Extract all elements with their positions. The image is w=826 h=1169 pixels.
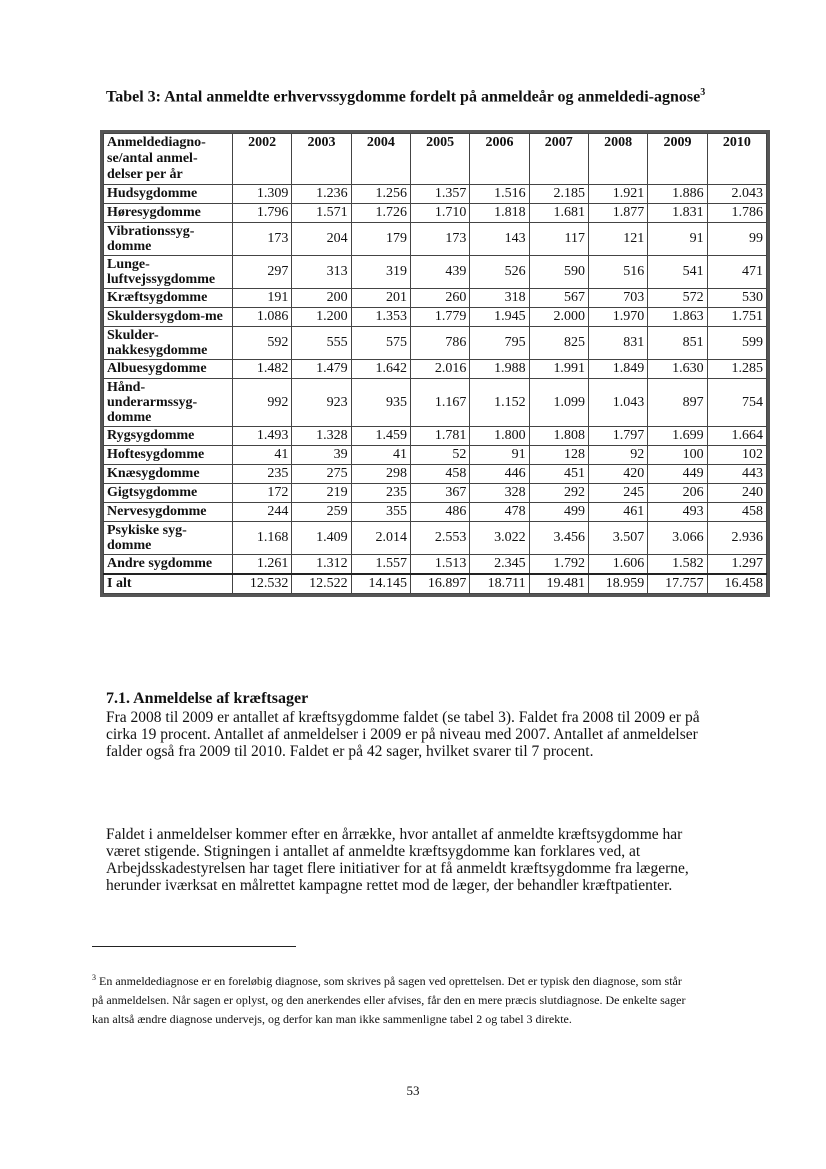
cell-value: 1.921 bbox=[588, 185, 647, 204]
cell-value: 1.988 bbox=[470, 360, 529, 379]
cell-value: 18.711 bbox=[470, 574, 529, 594]
table-header-row bbox=[104, 134, 767, 185]
row-label: Hånd-underarmssyg-domme bbox=[104, 379, 233, 427]
cell-value: 1.582 bbox=[648, 555, 707, 575]
cell-value: 526 bbox=[470, 256, 529, 289]
cell-value: 201 bbox=[351, 289, 410, 308]
cell-value: 1.877 bbox=[588, 204, 647, 223]
cell-value: 1.792 bbox=[529, 555, 588, 575]
cell-value: 590 bbox=[529, 256, 588, 289]
cell-value: 471 bbox=[707, 256, 766, 289]
cell-value: 451 bbox=[529, 465, 588, 484]
footnote bbox=[92, 968, 692, 1029]
cell-value: 19.481 bbox=[529, 574, 588, 594]
cell-value: 897 bbox=[648, 379, 707, 427]
table-row bbox=[104, 185, 767, 204]
cell-value: 297 bbox=[233, 256, 292, 289]
cell-value: 292 bbox=[529, 484, 588, 503]
cell-value: 458 bbox=[410, 465, 469, 484]
cell-value: 260 bbox=[410, 289, 469, 308]
cell-value: 1.328 bbox=[292, 427, 351, 446]
cell-value: 1.726 bbox=[351, 204, 410, 223]
cell-value: 313 bbox=[292, 256, 351, 289]
header-year: 2005 bbox=[410, 134, 469, 185]
cell-value: 99 bbox=[707, 223, 766, 256]
row-label: Psykiske syg-domme bbox=[104, 522, 233, 555]
footnote-number: 3 bbox=[92, 973, 96, 982]
cell-value: 245 bbox=[588, 484, 647, 503]
data-table bbox=[103, 133, 767, 594]
cell-value: 41 bbox=[351, 446, 410, 465]
cell-value: 12.532 bbox=[233, 574, 292, 594]
cell-value: 555 bbox=[292, 327, 351, 360]
cell-value: 2.185 bbox=[529, 185, 588, 204]
row-label: I alt bbox=[104, 574, 233, 594]
table-row bbox=[104, 327, 767, 360]
cell-value: 1.312 bbox=[292, 555, 351, 575]
cell-value: 1.459 bbox=[351, 427, 410, 446]
cell-value: 1.945 bbox=[470, 308, 529, 327]
cell-value: 1.200 bbox=[292, 308, 351, 327]
cell-value: 458 bbox=[707, 503, 766, 522]
cell-value: 1.482 bbox=[233, 360, 292, 379]
cell-value: 244 bbox=[233, 503, 292, 522]
cell-value: 275 bbox=[292, 465, 351, 484]
cell-value: 100 bbox=[648, 446, 707, 465]
cell-value: 499 bbox=[529, 503, 588, 522]
cell-value: 1.357 bbox=[410, 185, 469, 204]
cell-value: 530 bbox=[707, 289, 766, 308]
row-label: Rygsygdomme bbox=[104, 427, 233, 446]
cell-value: 1.409 bbox=[292, 522, 351, 555]
cell-value: 117 bbox=[529, 223, 588, 256]
header-year: 2008 bbox=[588, 134, 647, 185]
row-label: Skulder-nakkesygdomme bbox=[104, 327, 233, 360]
footnote-divider bbox=[92, 946, 296, 947]
cell-value: 592 bbox=[233, 327, 292, 360]
header-year: 2002 bbox=[233, 134, 292, 185]
cell-value: 1.043 bbox=[588, 379, 647, 427]
cell-value: 2.000 bbox=[529, 308, 588, 327]
cell-value: 1.152 bbox=[470, 379, 529, 427]
cell-value: 478 bbox=[470, 503, 529, 522]
row-label: Lunge-luftvejssygdomme bbox=[104, 256, 233, 289]
cell-value: 191 bbox=[233, 289, 292, 308]
cell-value: 1.796 bbox=[233, 204, 292, 223]
cell-value: 1.309 bbox=[233, 185, 292, 204]
cell-value: 1.797 bbox=[588, 427, 647, 446]
cell-value: 172 bbox=[233, 484, 292, 503]
cell-value: 102 bbox=[707, 446, 766, 465]
header-year: 2009 bbox=[648, 134, 707, 185]
table-row bbox=[104, 223, 767, 256]
cell-value: 92 bbox=[588, 446, 647, 465]
paragraph-2: Faldet i anmeldelser kommer efter en årrække, hvor antallet af anmeldte kræftsygdomme har været stigende. Stigningen i antallet af anmeldte kræftsygdomme kan forklares ved, at Arbejdsskadestyrelsen har taget flere initiativer for at få anmeldt kræftsygdomme fra lægerne, herunder iværksat en målrettet kampagne rettet mod de læger, der behandler kræftpatienter. bbox=[106, 826, 689, 894]
cell-value: 2.016 bbox=[410, 360, 469, 379]
cell-value: 12.522 bbox=[292, 574, 351, 594]
row-label: Høresygdomme bbox=[104, 204, 233, 223]
cell-value: 567 bbox=[529, 289, 588, 308]
cell-value: 825 bbox=[529, 327, 588, 360]
header-year: 2003 bbox=[292, 134, 351, 185]
cell-value: 1.786 bbox=[707, 204, 766, 223]
cell-value: 367 bbox=[410, 484, 469, 503]
table-row bbox=[104, 484, 767, 503]
cell-value: 1.800 bbox=[470, 427, 529, 446]
row-label: Gigtsygdomme bbox=[104, 484, 233, 503]
section-title: 7.1. Anmeldelse af kræftsager bbox=[106, 690, 309, 707]
cell-value: 420 bbox=[588, 465, 647, 484]
cell-value: 1.710 bbox=[410, 204, 469, 223]
cell-value: 143 bbox=[470, 223, 529, 256]
cell-value: 1.642 bbox=[351, 360, 410, 379]
cell-value: 2.043 bbox=[707, 185, 766, 204]
cell-value: 173 bbox=[410, 223, 469, 256]
footnote-text: En anmeldediagnose er en foreløbig diagnose, som skrives på sagen ved oprettelsen. Det er typisk den diagnose, som står på anmeldelsen. Når sagen er oplyst, og den anerkendes eller afvises, får den en mere præcis slutdiagnose. De enkelte sager kan altså ændre diagnose undervejs, og derfor kan man ikke sammenligne tabel 2 og tabel 3 direkte. bbox=[92, 974, 686, 1026]
cell-value: 2.014 bbox=[351, 522, 410, 555]
cell-value: 1.630 bbox=[648, 360, 707, 379]
paragraph-1: Fra 2008 til 2009 er antallet af kræftsygdomme faldet (se tabel 3). Faldet fra 2008 til 2009 er på cirka 19 procent. Antallet af anmeldelser i 2009 er på niveau med 2007. Antallet af anmeldelser falder også fra 2009 til 2010. Faldet er på 42 sager, hvilket svarer til 7 procent. bbox=[106, 709, 700, 760]
cell-value: 179 bbox=[351, 223, 410, 256]
header-year: 2010 bbox=[707, 134, 766, 185]
cell-value: 572 bbox=[648, 289, 707, 308]
total-row bbox=[104, 574, 767, 594]
cell-value: 795 bbox=[470, 327, 529, 360]
cell-value: 1.699 bbox=[648, 427, 707, 446]
cell-value: 461 bbox=[588, 503, 647, 522]
cell-value: 1.781 bbox=[410, 427, 469, 446]
cell-value: 851 bbox=[648, 327, 707, 360]
table-row bbox=[104, 308, 767, 327]
table-row bbox=[104, 503, 767, 522]
cell-value: 52 bbox=[410, 446, 469, 465]
cell-value: 446 bbox=[470, 465, 529, 484]
cell-value: 831 bbox=[588, 327, 647, 360]
row-label: Andre sygdomme bbox=[104, 555, 233, 575]
row-label: Hudsygdomme bbox=[104, 185, 233, 204]
cell-value: 1.779 bbox=[410, 308, 469, 327]
cell-value: 1.863 bbox=[648, 308, 707, 327]
cell-value: 1.285 bbox=[707, 360, 766, 379]
cell-value: 486 bbox=[410, 503, 469, 522]
header-label: Anmeldediagno-se/antal anmel-delser per år bbox=[104, 134, 233, 185]
row-label: Skuldersygdom-me bbox=[104, 308, 233, 327]
cell-value: 449 bbox=[648, 465, 707, 484]
cell-value: 240 bbox=[707, 484, 766, 503]
cell-value: 703 bbox=[588, 289, 647, 308]
row-label: Nervesygdomme bbox=[104, 503, 233, 522]
row-label: Knæsygdomme bbox=[104, 465, 233, 484]
cell-value: 2.553 bbox=[410, 522, 469, 555]
header-year: 2004 bbox=[351, 134, 410, 185]
cell-value: 41 bbox=[233, 446, 292, 465]
cell-value: 754 bbox=[707, 379, 766, 427]
cell-value: 3.022 bbox=[470, 522, 529, 555]
header-year: 2006 bbox=[470, 134, 529, 185]
cell-value: 1.808 bbox=[529, 427, 588, 446]
cell-value: 935 bbox=[351, 379, 410, 427]
cell-value: 575 bbox=[351, 327, 410, 360]
table-row bbox=[104, 289, 767, 308]
cell-value: 1.886 bbox=[648, 185, 707, 204]
cell-value: 235 bbox=[233, 465, 292, 484]
cell-value: 1.849 bbox=[588, 360, 647, 379]
table-row bbox=[104, 555, 767, 575]
cell-value: 1.261 bbox=[233, 555, 292, 575]
row-label: Vibrationssyg-domme bbox=[104, 223, 233, 256]
table-caption-text: Tabel 3: Antal anmeldte erhvervssygdomme fordelt på anmeldeår og anmeldedi-agnose bbox=[106, 88, 701, 106]
cell-value: 298 bbox=[351, 465, 410, 484]
row-label: Kræftsygdomme bbox=[104, 289, 233, 308]
cell-value: 200 bbox=[292, 289, 351, 308]
cell-value: 121 bbox=[588, 223, 647, 256]
cell-value: 1.970 bbox=[588, 308, 647, 327]
table-row bbox=[104, 427, 767, 446]
cell-value: 1.236 bbox=[292, 185, 351, 204]
table-row bbox=[104, 446, 767, 465]
cell-value: 2.936 bbox=[707, 522, 766, 555]
cell-value: 18.959 bbox=[588, 574, 647, 594]
table-body bbox=[104, 185, 767, 594]
cell-value: 91 bbox=[648, 223, 707, 256]
cell-value: 541 bbox=[648, 256, 707, 289]
cell-value: 1.818 bbox=[470, 204, 529, 223]
page-number: 53 bbox=[406, 1083, 420, 1098]
row-label: Albuesygdomme bbox=[104, 360, 233, 379]
cell-value: 786 bbox=[410, 327, 469, 360]
cell-value: 1.751 bbox=[707, 308, 766, 327]
cell-value: 1.168 bbox=[233, 522, 292, 555]
cell-value: 1.991 bbox=[529, 360, 588, 379]
cell-value: 1.557 bbox=[351, 555, 410, 575]
table-row bbox=[104, 522, 767, 555]
cell-value: 992 bbox=[233, 379, 292, 427]
cell-value: 2.345 bbox=[470, 555, 529, 575]
cell-value: 1.099 bbox=[529, 379, 588, 427]
cell-value: 1.513 bbox=[410, 555, 469, 575]
cell-value: 355 bbox=[351, 503, 410, 522]
cell-value: 516 bbox=[588, 256, 647, 289]
row-label: Hoftesygdomme bbox=[104, 446, 233, 465]
table-caption bbox=[106, 84, 726, 105]
cell-value: 219 bbox=[292, 484, 351, 503]
cell-value: 3.066 bbox=[648, 522, 707, 555]
table-row bbox=[104, 465, 767, 484]
cell-value: 1.479 bbox=[292, 360, 351, 379]
cell-value: 493 bbox=[648, 503, 707, 522]
cell-value: 206 bbox=[648, 484, 707, 503]
cell-value: 128 bbox=[529, 446, 588, 465]
cell-value: 16.897 bbox=[410, 574, 469, 594]
table-row bbox=[104, 360, 767, 379]
cell-value: 1.086 bbox=[233, 308, 292, 327]
occupational-disease-table bbox=[100, 130, 770, 597]
cell-value: 318 bbox=[470, 289, 529, 308]
cell-value: 328 bbox=[470, 484, 529, 503]
cell-value: 39 bbox=[292, 446, 351, 465]
cell-value: 14.145 bbox=[351, 574, 410, 594]
header-year: 2007 bbox=[529, 134, 588, 185]
cell-value: 3.456 bbox=[529, 522, 588, 555]
cell-value: 91 bbox=[470, 446, 529, 465]
cell-value: 17.757 bbox=[648, 574, 707, 594]
cell-value: 443 bbox=[707, 465, 766, 484]
table-row bbox=[104, 256, 767, 289]
cell-value: 16.458 bbox=[707, 574, 766, 594]
cell-value: 1.297 bbox=[707, 555, 766, 575]
cell-value: 1.681 bbox=[529, 204, 588, 223]
cell-value: 3.507 bbox=[588, 522, 647, 555]
table-row bbox=[104, 379, 767, 427]
cell-value: 1.167 bbox=[410, 379, 469, 427]
cell-value: 599 bbox=[707, 327, 766, 360]
cell-value: 173 bbox=[233, 223, 292, 256]
caption-footnote-ref: 3 bbox=[700, 87, 706, 98]
cell-value: 1.831 bbox=[648, 204, 707, 223]
cell-value: 1.516 bbox=[470, 185, 529, 204]
table-row bbox=[104, 204, 767, 223]
cell-value: 319 bbox=[351, 256, 410, 289]
cell-value: 923 bbox=[292, 379, 351, 427]
cell-value: 259 bbox=[292, 503, 351, 522]
cell-value: 204 bbox=[292, 223, 351, 256]
cell-value: 439 bbox=[410, 256, 469, 289]
cell-value: 1.664 bbox=[707, 427, 766, 446]
cell-value: 1.256 bbox=[351, 185, 410, 204]
cell-value: 1.493 bbox=[233, 427, 292, 446]
cell-value: 1.571 bbox=[292, 204, 351, 223]
cell-value: 235 bbox=[351, 484, 410, 503]
cell-value: 1.606 bbox=[588, 555, 647, 575]
cell-value: 1.353 bbox=[351, 308, 410, 327]
